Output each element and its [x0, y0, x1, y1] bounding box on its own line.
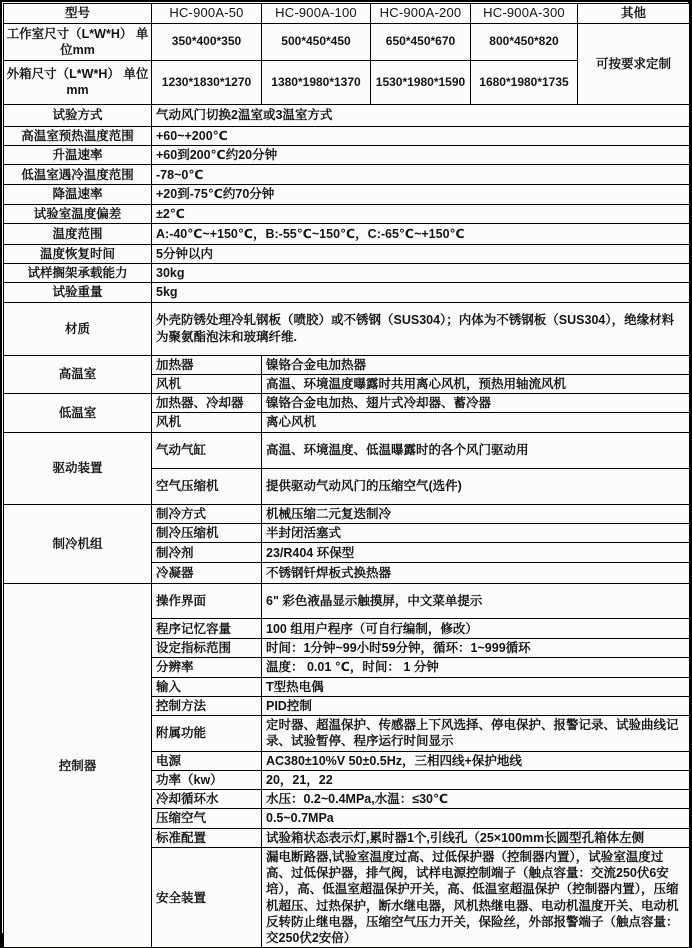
sub-label: 制冷方式: [152, 504, 262, 523]
work-size-value: 800*450*820: [471, 23, 578, 60]
group-label: 驱动装置: [4, 432, 152, 504]
row-label: 温度范围: [4, 223, 152, 244]
table-row: [4, 104, 690, 126]
row-value: 20，21，22: [262, 770, 690, 789]
model-header-label: 型号: [4, 4, 152, 24]
sub-label: 冷却循环水: [152, 790, 262, 809]
row-label: 高温室预热温度范围: [4, 126, 152, 145]
row-value: 时间：1分钟~99小时59分钟，循环：1~999循环: [262, 639, 690, 658]
group-label: 高温室: [4, 355, 152, 394]
group-label: 制冷机组: [4, 504, 152, 584]
row-label: 试验重量: [4, 283, 152, 302]
row-value: 半封闭活塞式: [262, 523, 690, 542]
sub-label: 标准配置: [152, 828, 262, 847]
table-row: [4, 244, 690, 263]
sub-label: 压缩空气: [152, 809, 262, 828]
row-label: 试验方式: [4, 104, 152, 126]
row-value: 水压：0.2~0.4MPa,水温：≤30℃: [262, 790, 690, 809]
group-label: 低温室: [4, 394, 152, 433]
row-value: T型热电偶: [262, 677, 690, 696]
table-row: [4, 185, 690, 204]
row-label: 工作室尺寸（L*W*H） 单位mm: [4, 23, 152, 60]
table-row: [4, 584, 690, 619]
table-row: [4, 432, 690, 468]
table-row: [4, 165, 690, 185]
sub-label: 风机: [152, 413, 262, 432]
row-value: 定时器、超温保护、传感器上下风选择、停电保护、报警记录、试验曲线记录、试验暂停、程序运行时间显示: [262, 716, 690, 752]
row-value: 漏电断路器,试验室温度过高、过低保护器（控制器内置），试验室温度过高、过低保护器，排气阀，试样电源控制端子（触点容量：交流250伏6安培），高、低温室超温保护开关，高、低温室超温保护（控制器内置），压缩机超压、过热保护，断水继电器，风机热继电器、电动机温度开关、电动机反转防止继电器，压缩空气压力开关，保险丝，外部报警端子（触点容量：交250伏2安倍）: [262, 847, 690, 948]
model-name: HC-900A-50: [152, 4, 262, 24]
row-label: 试验室温度偏差: [4, 204, 152, 223]
custom-note: 可按要求定制: [578, 23, 690, 104]
table-row: [4, 204, 690, 223]
table-row: [4, 264, 690, 283]
row-value: 高温、环境温度曝露时共用离心风机，预热用轴流风机: [262, 374, 690, 393]
group-label: 控制器: [4, 584, 152, 948]
row-value: 23/R404 环保型: [262, 543, 690, 563]
row-value: 气动风门切换2温室或3温室方式: [152, 104, 690, 126]
row-value: 5kg: [152, 283, 690, 302]
row-value: 离心风机: [262, 413, 690, 432]
row-value: 镍铬合金电加热器: [262, 355, 690, 374]
row-value: 5分钟以内: [152, 244, 690, 263]
sub-label: 空气压缩机: [152, 468, 262, 504]
outer-size-value: 1530*1980*1590: [371, 60, 471, 104]
model-name: HC-900A-100: [262, 4, 371, 24]
table-row: [4, 302, 690, 355]
sub-label: 安全装置: [152, 847, 262, 948]
sub-label: 电源: [152, 751, 262, 770]
table-row: [4, 394, 690, 413]
work-size-value: 350*400*350: [152, 23, 262, 60]
model-name: HC-900A-300: [471, 4, 578, 24]
table-row: [4, 223, 690, 244]
row-value: A:-40℃~+150℃，B:-55℃~150℃，C:-65℃~+150℃: [152, 223, 690, 244]
sub-label: 分辨率: [152, 658, 262, 677]
table-row: [4, 146, 690, 165]
table-row: [4, 355, 690, 374]
sub-label: 加热器: [152, 355, 262, 374]
outer-size-value: 1230*1830*1270: [152, 60, 262, 104]
sub-label: 制冷剂: [152, 543, 262, 563]
sub-label: 输入: [152, 677, 262, 696]
row-value: 不锈钢钎焊板式换热器: [262, 563, 690, 584]
sub-label: 加热器、冷却器: [152, 394, 262, 413]
row-label: 低温室遇冷温度范围: [4, 165, 152, 185]
row-value: +20到-75℃约70分钟: [152, 185, 690, 204]
row-label: 升温速率: [4, 146, 152, 165]
sub-label: 设定指标范围: [152, 639, 262, 658]
row-value: 0.5~0.7MPa: [262, 809, 690, 828]
row-value: 提供驱动气动风门的压缩空气(选件): [262, 468, 690, 504]
row-value: -78~0℃: [152, 165, 690, 185]
sub-label: 附属功能: [152, 716, 262, 752]
work-size-value: 500*450*450: [262, 23, 371, 60]
row-value: 30kg: [152, 264, 690, 283]
spec-table: [3, 3, 690, 948]
table-row: [4, 126, 690, 145]
row-label: 温度恢复时间: [4, 244, 152, 263]
sub-label: 冷凝器: [152, 563, 262, 584]
row-value: 100 组用户程序（可自行编制，修改）: [262, 619, 690, 639]
other-header-label: 其他: [578, 4, 690, 24]
outer-size-value: 1680*1980*1735: [471, 60, 578, 104]
sub-label: 制冷压缩机: [152, 523, 262, 542]
row-value: 外壳防锈处理冷轧钢板（喷胶）或不锈钢（SUS304）；内体为不锈钢板（SUS304），绝缘材料为聚氨酯泡沫和玻璃纤维.: [152, 302, 690, 355]
table-row-work-size: [4, 23, 690, 60]
model-name: HC-900A-200: [371, 4, 471, 24]
row-label: 降温速率: [4, 185, 152, 204]
row-value: 机械压缩二元复迭制冷: [262, 504, 690, 523]
sub-label: 操作界面: [152, 584, 262, 619]
sub-label: 功率（kw）: [152, 770, 262, 789]
row-value: 试验箱状态表示灯,累时器1个,引线孔（25×100mm长圆型孔箱体左侧: [262, 828, 690, 847]
row-label: 外箱尺寸（L*W*H） 单位mm: [4, 60, 152, 104]
sub-label: 控制方法: [152, 696, 262, 715]
row-label: 试样搁架承载能力: [4, 264, 152, 283]
row-value: 温度： 0.01 ℃，时间： 1 分钟: [262, 658, 690, 677]
row-label: 材质: [4, 302, 152, 355]
row-value: PID控制: [262, 696, 690, 715]
table-row: [4, 504, 690, 523]
row-value: AC380±10%V 50±0.5Hz，三相四线+保护地线: [262, 751, 690, 770]
table-row-models: [4, 4, 690, 24]
page-background: [2, 2, 688, 946]
sub-label: 风机: [152, 374, 262, 393]
row-value: +60到200℃约20分钟: [152, 146, 690, 165]
row-value: 镍铬合金电加热、翅片式冷却器、蓄冷器: [262, 394, 690, 413]
outer-size-value: 1380*1980*1370: [262, 60, 371, 104]
sub-label: 气动气缸: [152, 432, 262, 468]
row-value: 6" 彩色液晶显示触摸屏，中文菜单提示: [262, 584, 690, 619]
sub-label: 程序记忆容量: [152, 619, 262, 639]
work-size-value: 650*450*670: [371, 23, 471, 60]
row-value: ±2℃: [152, 204, 690, 223]
table-row: [4, 283, 690, 302]
row-value: +60~+200℃: [152, 126, 690, 145]
row-value: 高温、环境温度、低温曝露时的各个风门驱动用: [262, 432, 690, 468]
